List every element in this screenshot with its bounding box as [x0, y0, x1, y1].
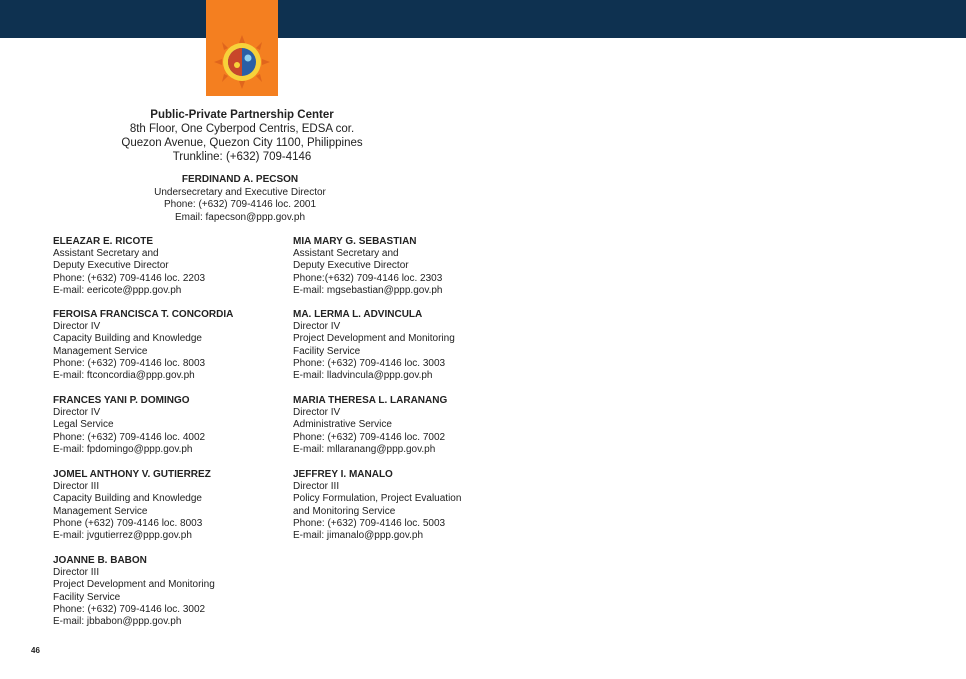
- contact-line: Facility Service: [293, 345, 361, 357]
- contact-line: Assistant Secretary and: [293, 248, 399, 260]
- contact-line: Assistant Secretary and: [53, 248, 159, 260]
- contact-entry: [293, 309, 518, 382]
- executive-phone: Phone: (+632) 709-4146 loc. 2001: [163, 199, 317, 211]
- contact-entry: [293, 395, 518, 456]
- executive-name: FERDINAND A. PECSON: [181, 174, 299, 185]
- contact-email[interactable]: E-mail: eericote@ppp.gov.ph: [53, 284, 182, 296]
- contact-email[interactable]: E-mail: jbbabon@ppp.gov.ph: [53, 616, 182, 628]
- contact-line: Capacity Building and Knowledge: [53, 493, 202, 505]
- contact-phone: Phone: (+632) 709-4146 loc. 7002: [293, 431, 446, 443]
- contact-phone: Phone: (+632) 709-4146 loc. 4002: [53, 431, 206, 443]
- contact-email[interactable]: E-mail: jimanalo@ppp.gov.ph: [293, 530, 424, 542]
- contact-entry: [53, 236, 278, 297]
- contact-line: Facility Service: [53, 591, 121, 603]
- contact-email[interactable]: E-mail: jvgutierrez@ppp.gov.ph: [53, 530, 192, 542]
- top-banner: [0, 0, 966, 38]
- page-number: 46: [31, 646, 40, 655]
- executive-email[interactable]: Email: fapecson@ppp.gov.ph: [174, 211, 306, 223]
- contact-line: Director III: [53, 481, 100, 493]
- executive-director-block: [120, 174, 360, 224]
- ppp-center-logo-icon: [212, 34, 272, 90]
- address-line-1: 8th Floor, One Cyberpod Centris, EDSA cor.: [129, 123, 355, 135]
- contact-name: MARIA THERESA L. LARANANG: [293, 395, 448, 406]
- contact-line: Management Service: [53, 345, 148, 357]
- contact-name: FRANCES YANI P. DOMINGO: [53, 395, 190, 406]
- contact-line: and Monitoring Service: [293, 505, 396, 517]
- contact-name: MA. LERMA L. ADVINCULA: [293, 309, 423, 320]
- contact-email[interactable]: E-mail: fpdomingo@ppp.gov.ph: [53, 443, 193, 455]
- contact-name: ELEAZAR E. RICOTE: [53, 236, 154, 247]
- contact-entry: [53, 309, 278, 382]
- trunkline: Trunkline: (+632) 709-4146: [172, 151, 312, 163]
- contact-line: Administrative Service: [293, 419, 392, 431]
- contact-line: Director III: [53, 567, 100, 579]
- contact-entry: [293, 236, 518, 297]
- executive-title: Undersecretary and Executive Director: [154, 186, 326, 198]
- contact-name: MIA MARY G. SEBASTIAN: [293, 236, 417, 247]
- contact-line: Director IV: [293, 321, 341, 333]
- contact-line: Director IV: [53, 407, 101, 419]
- contact-name: JEFFREY I. MANALO: [293, 469, 393, 480]
- contact-phone: Phone:(+632) 709-4146 loc. 2303: [293, 272, 443, 284]
- contact-line: Management Service: [53, 505, 148, 517]
- org-header: [100, 108, 384, 164]
- contact-line: Deputy Executive Director: [293, 260, 409, 272]
- contact-phone: Phone (+632) 709-4146 loc. 8003: [53, 517, 203, 529]
- contact-email[interactable]: E-mail: mgsebastian@ppp.gov.ph: [293, 284, 443, 296]
- contact-line: Policy Formulation, Project Evaluation: [293, 493, 462, 505]
- logo-tab: [206, 0, 278, 96]
- contact-line: Project Development and Monitoring: [293, 333, 455, 345]
- contact-entry: [53, 395, 278, 456]
- contact-name: JOMEL ANTHONY V. GUTIERREZ: [53, 469, 211, 480]
- contact-line: Director IV: [293, 407, 341, 419]
- org-name: Public-Private Partnership Center: [150, 109, 334, 121]
- contact-line: Legal Service: [53, 419, 114, 431]
- contact-entry: [53, 555, 278, 628]
- contact-line: Capacity Building and Knowledge: [53, 333, 202, 345]
- contact-email[interactable]: E-mail: lladvincula@ppp.gov.ph: [293, 370, 433, 382]
- contact-entry: [53, 469, 278, 542]
- contact-phone: Phone: (+632) 709-4146 loc. 2203: [53, 272, 206, 284]
- contact-line: Project Development and Monitoring: [53, 579, 215, 591]
- contact-line: Director IV: [53, 321, 101, 333]
- contact-phone: Phone: (+632) 709-4146 loc. 3003: [293, 357, 446, 369]
- contact-phone: Phone: (+632) 709-4146 loc. 8003: [53, 357, 206, 369]
- contact-entry: [293, 469, 518, 542]
- contact-name: FEROISA FRANCISCA T. CONCORDIA: [53, 309, 234, 320]
- contact-line: Deputy Executive Director: [53, 260, 169, 272]
- contact-phone: Phone: (+632) 709-4146 loc. 5003: [293, 517, 446, 529]
- contact-name: JOANNE B. BABON: [53, 555, 147, 566]
- contact-line: Director III: [293, 481, 340, 493]
- contact-email[interactable]: E-mail: mllaranang@ppp.gov.ph: [293, 443, 436, 455]
- address-line-2: Quezon Avenue, Quezon City 1100, Philippines: [121, 137, 363, 149]
- contact-phone: Phone: (+632) 709-4146 loc. 3002: [53, 603, 206, 615]
- contact-email[interactable]: E-mail: ftconcordia@ppp.gov.ph: [53, 370, 195, 382]
